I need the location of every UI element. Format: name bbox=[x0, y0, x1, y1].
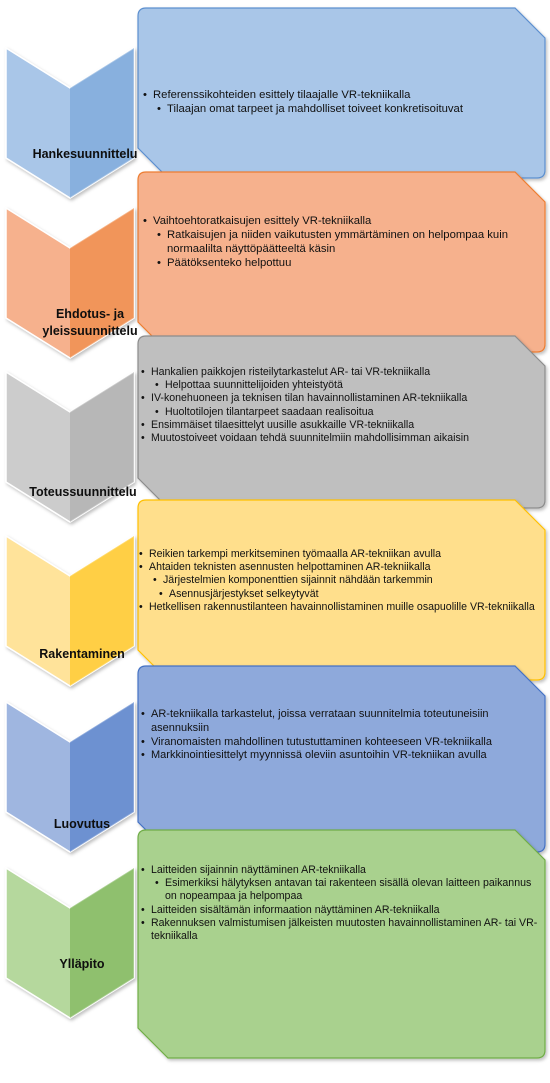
phase-bullets-6 bbox=[141, 864, 540, 943]
bullet-item: • Järjestelmien komponenttien sijainnit nähdään tarkemmin bbox=[153, 574, 540, 587]
bullet-item: • Helpottaa suunnittelijoiden yhteistyötä bbox=[155, 379, 540, 392]
phase-label-1: Hankesuunnittelu bbox=[32, 147, 138, 161]
bullet-item: • Tilaajan omat tarpeet ja mahdolliset toiveet konkretisoituvat bbox=[157, 102, 538, 116]
bullet-item: • Ahtaiden teknisten asennusten helpottaminen AR-tekniikalla bbox=[139, 561, 540, 574]
phase-bullets-5 bbox=[141, 708, 540, 763]
bullet-item: • Hetkellisen rakennustilanteen havainnollistaminen muille osapuolille VR-tekniikalla bbox=[139, 601, 540, 614]
bullet-item: • Laitteiden sisältämän informaation näyttäminen AR-tekniikalla bbox=[141, 904, 540, 917]
bullet-item: • Markkinointiesittelyt myynnissä oleviin asuntoihin VR-tekniikan avulla bbox=[141, 749, 540, 763]
bullet-item: • Päätöksenteko helpottuu bbox=[157, 256, 538, 270]
phase-label-3: Toteussuunnittelu bbox=[29, 485, 137, 499]
bullet-item: • Huoltotilojen tilantarpeet saadaan realisoitua bbox=[155, 406, 540, 419]
phase-label-4: Rakentaminen bbox=[39, 647, 125, 661]
phase-bullets-2 bbox=[143, 214, 538, 270]
phase-label-5: Luovutus bbox=[53, 817, 111, 831]
bullet-item: • Muutostoiveet voidaan tehdä suunnitelmiin mahdollisimman aikaisin bbox=[141, 432, 540, 445]
bullet-item: • Viranomaisten mahdollinen tutustuttaminen kohteeseen VR-tekniikalla bbox=[141, 736, 540, 750]
phase-label-6: Ylläpito bbox=[59, 957, 105, 971]
bullet-item: • Rakennuksen valmistumisen jälkeisten muutosten havainnollistaminen AR- tai VR-tekniikalla bbox=[141, 917, 540, 943]
phase-chevron-shade-4 bbox=[70, 536, 134, 686]
bullet-item: • Referenssikohteiden esittely tilaajalle VR-tekniikalla bbox=[143, 88, 538, 102]
bullet-item: • Laitteiden sijainnin näyttäminen AR-tekniikalla bbox=[141, 864, 540, 877]
bullet-item: • AR-tekniikalla tarkastelut, joissa verrataan suunnitelmia toteutuneisiin asennuksiin bbox=[141, 708, 540, 736]
bullet-item: • Ensimmäiset tilaesittelyt uusille asukkaille VR-tekniikalla bbox=[141, 419, 540, 432]
phase-chevron-shade-1 bbox=[70, 48, 134, 198]
bullet-item: • Hankalien paikkojen risteilytarkastelut AR- tai VR-tekniikalla bbox=[141, 366, 540, 379]
phase-chevron-shade-6 bbox=[70, 868, 134, 1018]
phase-bullets-4 bbox=[139, 548, 540, 614]
bullet-item: • IV-konehuoneen ja teknisen tilan havainnollistaminen AR-tekniikalla bbox=[141, 392, 540, 405]
phase-label-2: Ehdotus- ja yleissuunnittelu bbox=[42, 307, 138, 338]
phase-bullets-1 bbox=[143, 88, 538, 116]
bullet-item: • Reikien tarkempi merkitseminen työmaalla AR-tekniikan avulla bbox=[139, 548, 540, 561]
bullet-item: • Ratkaisujen ja niiden vaikutusten ymmärtäminen on helpompaa kuin normaalilta näyttöpäätteeltä käsin bbox=[157, 228, 538, 256]
bullet-item: • Vaihtoehtoratkaisujen esittely VR-tekniikalla bbox=[143, 214, 538, 228]
bullet-item: • Asennusjärjestykset selkeytyvät bbox=[159, 588, 540, 601]
bullet-item: • Esimerkiksi hälytyksen antavan tai rakenteen sisällä olevan laitteen paikannus on nopeampaa ja helpompaa bbox=[155, 877, 540, 903]
phase-bullets-3 bbox=[141, 366, 540, 445]
